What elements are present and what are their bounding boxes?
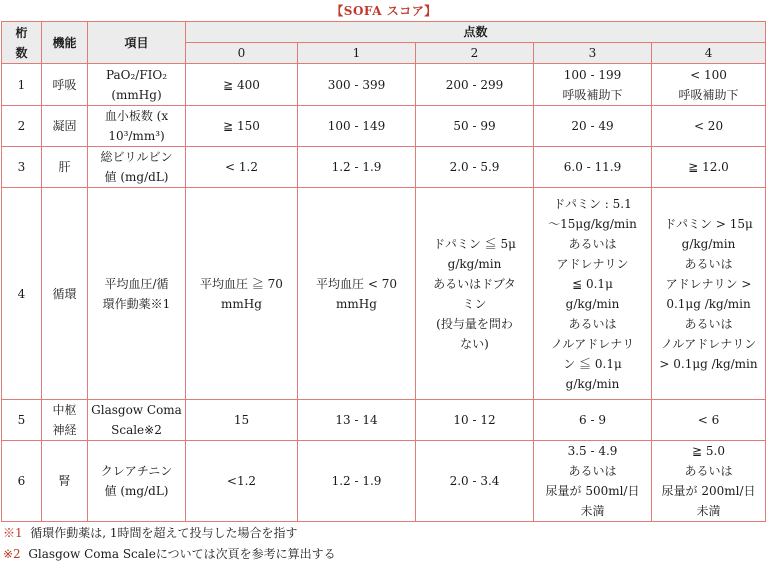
cell-line: ≧ 12.0 [688,160,729,174]
cell-line: 平均血圧 ≧ 70 [200,276,283,291]
cell-line: 値 (mg/dL) [104,170,169,184]
cell-line: 200 - 299 [445,77,504,92]
cell-line: 6.0 - 11.9 [563,160,622,174]
cell-line: 循環 [52,286,77,301]
table-row [2,147,766,188]
cell-line: 3.5 - 4.9 [567,444,618,458]
row-number: 2 [2,106,42,147]
cell-line: 2.0 - 3.4 [449,474,500,488]
column-header-points: 点数 [186,22,766,43]
cell-line: 呼吸補助下 [678,87,739,102]
column-header-item: 項目 [88,22,186,64]
column-header-number: 桁 数 [2,22,42,64]
cell-line: 1.2 - 1.9 [331,160,382,174]
score-cell-1 [298,147,416,188]
score-cell-2 [416,106,534,147]
score-cell-3 [534,147,652,188]
cell-line: ノルアドレナリ [550,336,635,351]
cell-line: Scale※2 [111,423,162,437]
cell-line: クレアチニン [100,464,173,478]
cell-line: 20 - 49 [571,119,614,133]
cell-line: アドレナリン [556,256,629,271]
score-cell-1 [298,441,416,522]
table-row [2,64,766,106]
cell-line: 100 - 199 [563,67,622,82]
organ-cell [42,441,88,522]
cell-line: 平均血圧/循 [104,276,169,291]
cell-line: < 6 [697,413,720,427]
cell-line: 10 - 12 [453,413,496,427]
score-cell-3 [534,64,652,106]
cell-line: あるいは [684,256,733,271]
score-cell-4 [652,147,766,188]
cell-line: g/kg/min [681,236,736,251]
organ-cell [42,106,88,147]
cell-line: (mmHg) [111,87,162,102]
cell-line: 0.1μg /kg/min [666,296,751,311]
sofa-score-table [1,21,766,522]
cell-line: 肝 [58,160,71,174]
cell-line: ドパミン ≦ 5μ [433,236,516,251]
score-cell-4 [652,106,766,147]
score-cell-0 [186,188,298,400]
score-cell-4 [652,188,766,400]
cell-line: 300 - 399 [327,77,386,92]
item-cell [88,441,186,522]
score-cell-2 [416,441,534,522]
score-cell-3 [534,106,652,147]
footnote [3,523,763,544]
cell-line: 15 [233,413,250,427]
score-cell-2 [416,64,534,106]
cell-line: 神経 [52,423,77,437]
score-cell-4 [652,441,766,522]
cell-line: ドパミン : 5.1 [553,196,632,211]
cell-line: > 0.1μg /kg/min [659,356,758,371]
cell-line: <1.2 [226,474,257,488]
cell-line: あるいは [568,316,617,331]
score-cell-2 [416,400,534,441]
cell-line: ≧ 5.0 [692,444,725,458]
score-cell-0 [186,64,298,106]
cell-line: アドレナリン > [665,276,752,291]
cell-line: 血小板数 (x [104,109,169,123]
page-title: 【SOFA スコア】 [331,4,437,18]
cell-line: 腎 [58,474,71,488]
cell-line: 尿量が 500ml/日 [545,484,640,498]
cell-line: 6 - 9 [579,413,606,427]
cell-line: 呼吸 [52,77,77,92]
table-body [2,64,766,522]
cell-line: 環作動薬※1 [102,296,171,311]
points-header-0: 0 [186,43,298,64]
cell-line: 中枢 [52,403,77,417]
score-cell-3 [534,441,652,522]
organ-cell [42,147,88,188]
cell-line: あるいは [684,464,733,478]
score-cell-2 [416,188,534,400]
cell-line: ≧ 150 [223,119,260,133]
cell-line: ン ≦ 0.1μ [563,356,622,371]
row-number: 3 [2,147,42,188]
cell-line: g/kg/min [565,376,620,391]
organ-cell [42,188,88,400]
cell-line: 平均血圧 < 70 [316,276,397,291]
footnote-mark: ※1 [3,526,23,540]
footnote [3,544,763,565]
table-row [2,441,766,522]
footnote-text: Glasgow Coma Scaleについては次頁を参考に算出する [28,547,336,561]
cell-line: 未満 [696,504,721,518]
score-cell-3 [534,400,652,441]
table-row [2,400,766,441]
cell-line: mmHg [221,296,262,311]
cell-line: 総ビリルビン [100,150,173,164]
score-cell-3 [534,188,652,400]
score-cell-1 [298,188,416,400]
cell-line: 50 - 99 [453,119,496,133]
cell-line: 未満 [580,504,605,518]
cell-line: 13 - 14 [335,413,378,427]
cell-line: あるいはドブタ [433,276,516,291]
score-cell-2 [416,147,534,188]
cell-line: < 1.2 [225,160,258,174]
footnote-mark: ※2 [3,547,21,561]
score-cell-1 [298,400,416,441]
points-header-1: 1 [298,43,416,64]
footnotes [3,523,763,565]
cell-line: PaO₂/FIO₂ [105,67,168,82]
item-cell [88,188,186,400]
item-cell [88,400,186,441]
cell-line: g/kg/min [565,296,620,311]
table-row [2,188,766,400]
organ-cell [42,400,88,441]
item-cell [88,106,186,147]
score-cell-1 [298,106,416,147]
cell-line: 呼吸補助下 [562,87,623,102]
points-header-2: 2 [416,43,534,64]
score-cell-4 [652,400,766,441]
cell-line: あるいは [684,316,733,331]
cell-line: < 100 [690,67,727,82]
row-number: 4 [2,188,42,400]
points-header-3: 3 [534,43,652,64]
cell-line: 値 (mg/dL) [104,484,169,498]
cell-line: 尿量が 200ml/日 [661,484,756,498]
cell-line: (投与量を問わ [436,316,513,331]
cell-line: g/kg/min [447,256,502,271]
points-header-4: 4 [652,43,766,64]
score-cell-0 [186,106,298,147]
score-cell-0 [186,441,298,522]
footnote-text: 循環作動薬は, 1時間を超えて投与した場合を指す [30,526,298,540]
cell-line: 1.2 - 1.9 [331,474,382,488]
cell-line: ドパミン > 15μ [664,216,753,231]
score-cell-0 [186,147,298,188]
cell-line: Glasgow Coma [91,403,182,417]
cell-line: ない) [460,336,489,351]
cell-line: 100 - 149 [327,119,386,133]
cell-line: 〜15μg/kg/min [548,216,637,231]
score-cell-1 [298,64,416,106]
row-number: 6 [2,441,42,522]
cell-line: ≦ 0.1μ [572,276,613,291]
cell-line: mmHg [336,296,377,311]
item-cell [88,147,186,188]
cell-line: あるいは [568,236,617,251]
cell-line: 凝固 [52,119,77,133]
table-row [2,106,766,147]
item-cell [88,64,186,106]
row-number: 5 [2,400,42,441]
cell-line: 2.0 - 5.9 [449,160,500,174]
cell-line: ≧ 400 [223,77,260,92]
cell-line: ミン [462,296,487,311]
organ-cell [42,64,88,106]
column-header-organ: 機能 [42,22,88,64]
score-cell-4 [652,64,766,106]
row-number: 1 [2,64,42,106]
cell-line: 10³/mm³) [108,129,165,143]
cell-line: ノルアドレナリン [660,336,757,351]
cell-line: あるいは [568,464,617,478]
score-cell-0 [186,400,298,441]
cell-line: < 20 [693,119,724,133]
